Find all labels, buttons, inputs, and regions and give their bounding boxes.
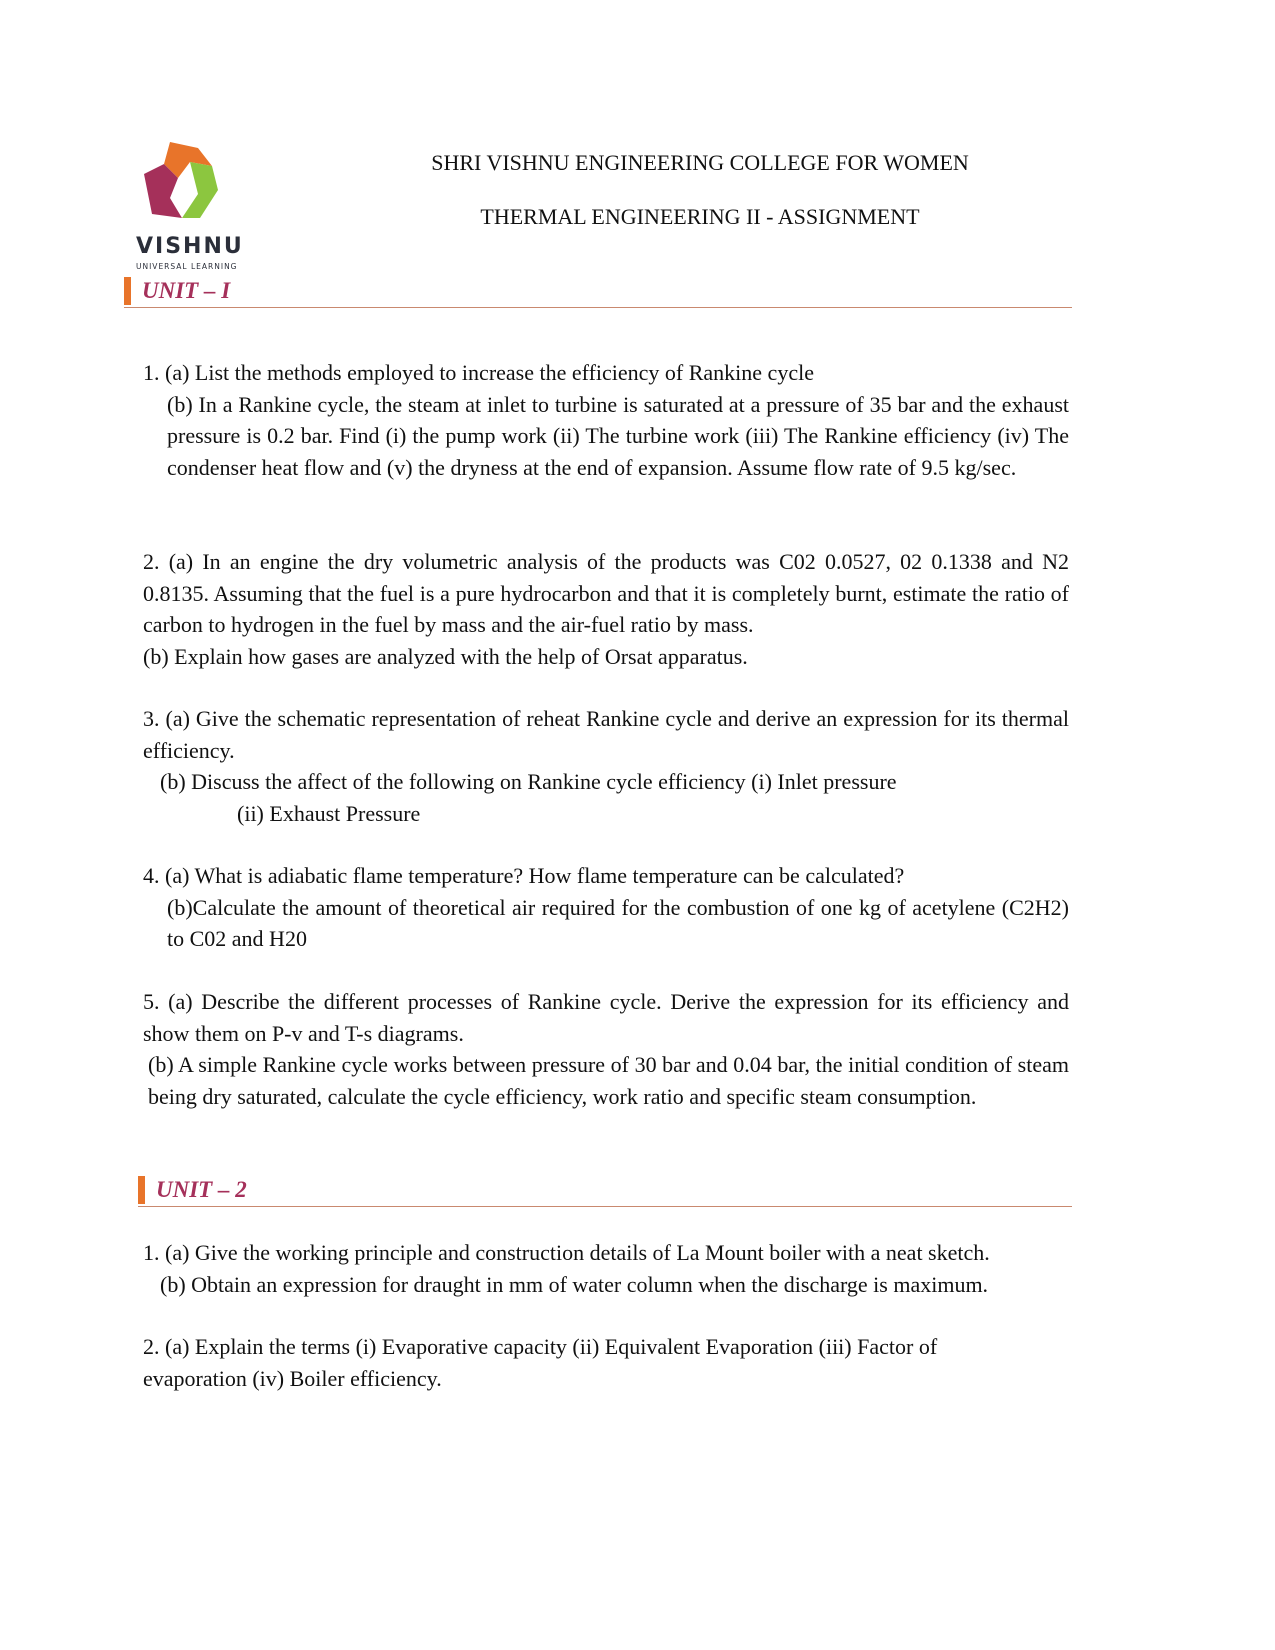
question-line: 1. (a) List the methods employed to increase the efficiency of Rankine cycle <box>143 360 814 385</box>
logo-wordmark: VISHNU <box>136 234 244 259</box>
vishnu-logo-mark-icon <box>136 140 246 232</box>
question-line: (b)Calculate the amount of theoretical air required for the combustion of one kg of acetylene (C2H2) to C02 and H20 <box>167 894 1069 951</box>
unit-marker-bar <box>124 277 131 305</box>
question-line: 3. (a) Give the schematic representation of reheat Rankine cycle and derive an expression for its thermal efficiency. <box>143 706 1069 763</box>
unit-1-question-5 <box>143 986 1069 1112</box>
question-line: 2. (a) In an engine the dry volumetric analysis of the products was C02 0.0527, 02 0.1338 and N2 0.8135. Assuming that the fuel is a pure hydrocarbon and that it is completely burnt, estimate the ratio of carbon to hydrogen in the fuel by mass and the air-fuel ratio by mass. <box>143 549 1069 637</box>
unit-1-label: UNIT – I <box>142 278 231 303</box>
unit-2-question-2 <box>143 1331 1069 1394</box>
document-title: THERMAL ENGINEERING II - ASSIGNMENT <box>480 204 920 229</box>
question-line: 5. (a) Describe the different processes of Rankine cycle. Derive the expression for its efficiency and show them on P-v and T-s diagrams. <box>143 989 1069 1046</box>
question-line: (ii) Exhaust Pressure <box>237 800 421 826</box>
unit-marker-bar <box>138 1176 145 1204</box>
unit-divider <box>124 307 1072 308</box>
unit-1-question-4 <box>143 860 1069 955</box>
question-line: 4. (a) What is adiabatic flame temperature? How flame temperature can be calculated? <box>143 863 905 888</box>
unit-1-question-1 <box>143 357 1069 483</box>
unit-divider <box>138 1206 1072 1207</box>
unit-2-question-1 <box>143 1237 1069 1300</box>
college-name: SHRI VISHNU ENGINEERING COLLEGE FOR WOMEN <box>431 150 969 175</box>
unit-2-heading <box>138 1176 1072 1210</box>
question-line: 1. (a) Give the working principle and construction details of La Mount boiler with a neat sketch. <box>143 1240 990 1265</box>
unit-2-label: UNIT – 2 <box>156 1177 247 1202</box>
unit-1-heading <box>124 277 1072 311</box>
question-line: (b) Obtain an expression for draught in mm of water column when the discharge is maximum. <box>160 1271 989 1297</box>
question-line: (b) In a Rankine cycle, the steam at inlet to turbine is saturated at a pressure of 35 bar and the exhaust pressure is 0.2 bar. Find (i) the pump work (ii) The turbine work (iii) The Rankine efficiency (iv) The condenser heat flow and (v) the dryness at the end of expansion. Assume flow rate of 9.5 kg/sec. <box>167 391 1069 480</box>
logo-tagline: UNIVERSAL LEARNING <box>136 262 238 271</box>
college-logo <box>136 140 246 275</box>
question-line: (b) A simple Rankine cycle works between pressure of 30 bar and 0.04 bar, the initial condition of steam being dry saturated, calculate the cycle efficiency, work ratio and specific steam consumption. <box>148 1052 1069 1109</box>
question-line: (b) Discuss the affect of the following on Rankine cycle efficiency (i) Inlet pressure <box>160 769 897 794</box>
question-line: 2. (a) Explain the terms (i) Evaporative capacity (ii) Equivalent Evaporation (iii) Factor of evaporation (iv) Boiler efficiency. <box>143 1334 938 1391</box>
unit-1-question-3 <box>143 703 1069 829</box>
unit-1-question-2 <box>143 546 1069 672</box>
question-line: (b) Explain how gases are analyzed with the help of Orsat apparatus. <box>143 643 748 669</box>
